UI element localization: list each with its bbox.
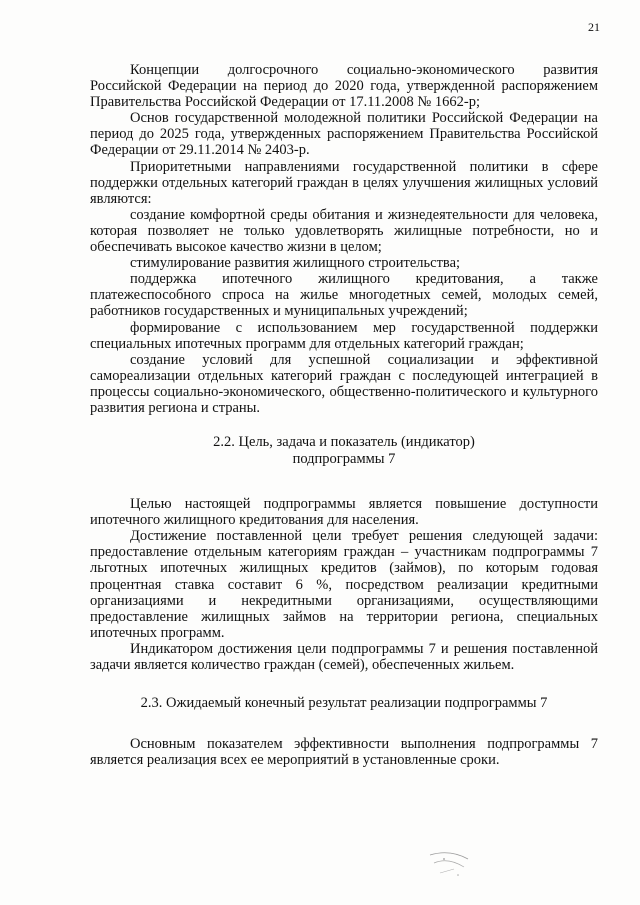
paragraph: Основ государственной молодежной политики Российской Федерации на период до 2025 года, утвержденных распоряжением Правительства Российской Федерации от 29.11.2014 № 2403-р. [90, 110, 598, 159]
paragraph: Достижение поставленной цели требует решения следующей задачи: предоставление отдельным категориям граждан – участникам подпрограммы 7 льготных ипотечных жилищных кредитов (займов), по которым годовая процентная ставка составит 6 %, посредством реализации кредитными организациями и некредитными организациями, осуществляющими предоставление жилищных займов на территории региона, специальных ипотечных программ. [90, 528, 598, 641]
paragraph: Концепции долгосрочного социально-экономического развития Российской Федерации на период до 2020 года, утвержденной распоряжением Правительства Российской Федерации от 17.11.2008 № 1662-р; [90, 62, 598, 111]
page-number: 21 [588, 20, 600, 34]
scan-artifact-mark [420, 845, 480, 885]
section-heading-line: подпрограммы 7 [292, 451, 396, 468]
paragraph: поддержка ипотечного жилищного кредитования, а также платежеспособного спроса на жилье многодетных семей, молодых семей, работников государственных и муниципальных учреждений; [90, 271, 598, 320]
paragraph: Целью настоящей подпрограммы является повышение доступности ипотечного жилищного кредитования для населения. [90, 496, 598, 529]
paragraph: создание комфортной среды обитания и жизнедеятельности для человека, которая позволяет не только удовлетворять жилищные потребности, но и обеспечивать высокое качество жизни в целом; [90, 206, 598, 256]
section-heading-line: 2.2. Цель, задача и показатель (индикатор) [213, 434, 475, 451]
paragraph: Основным показателем эффективности выполнения подпрограммы 7 является реализация всех ее мероприятий в установленные сроки. [90, 736, 598, 769]
document-body [90, 62, 598, 768]
paragraph: стимулирование развития жилищного строительства; [130, 255, 461, 272]
paragraph: формирование с использованием мер государственной поддержки специальных ипотечных программ для отдельных категорий граждан; [90, 319, 598, 352]
paragraph: создание условий для успешной социализации и эффективной самореализации отдельных категорий граждан с последующей интеграцией в процессы социально-экономического, общественно-политического и культурного развития региона и страны. [90, 351, 598, 416]
section-heading-2-3: 2.3. Ожидаемый конечный результат реализации подпрограммы 7 [140, 695, 548, 712]
paragraph: Индикатором достижения цели подпрограммы 7 и решения поставленной задачи является количество граждан (семей), обеспеченных жильем. [90, 640, 598, 673]
paragraph: Приоритетными направлениями государственной политики в сфере поддержки отдельных категорий граждан в целях улучшения жилищных условий являются: [90, 158, 598, 207]
section-heading-2-2 [90, 434, 598, 468]
